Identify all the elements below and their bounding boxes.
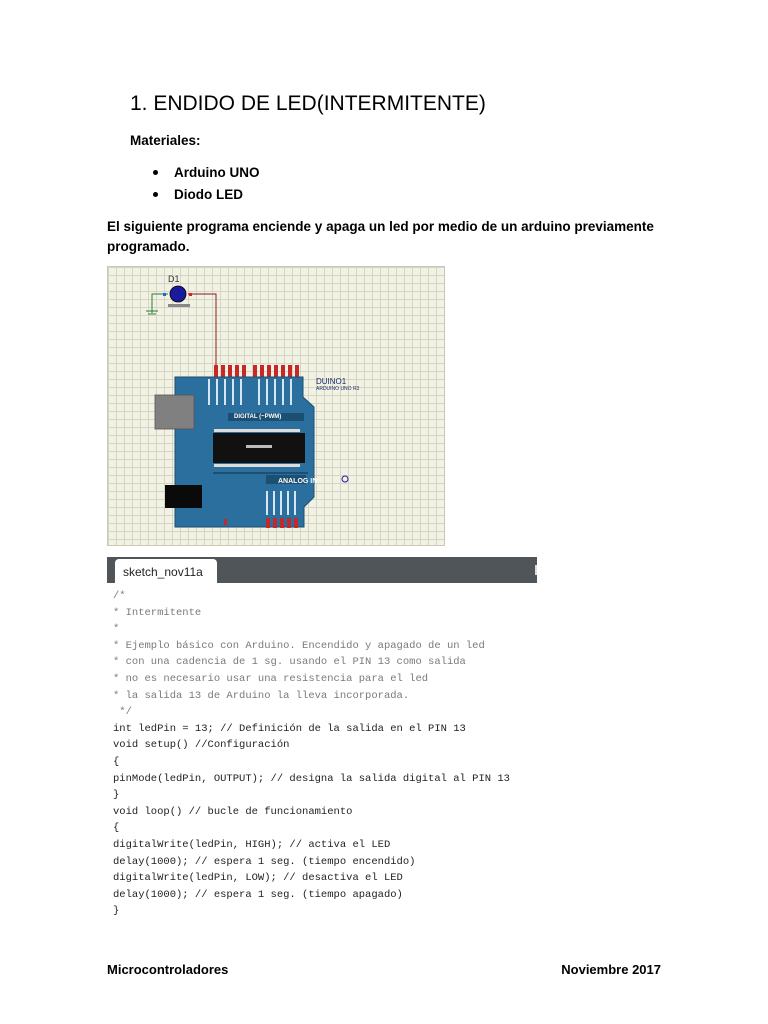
code-line: {: [113, 822, 120, 835]
code-line: * Ejemplo básico con Arduino. Encendido y apagado de un led: [113, 639, 485, 652]
led-icon: [170, 286, 186, 302]
circuit-schematic-image: [107, 266, 445, 546]
code-line: pinMode(ledPin, OUTPUT); // designa la salida digital al PIN 13: [113, 772, 510, 785]
code-line: */: [113, 706, 132, 719]
code-line: delay(1000); // espera 1 seg. (tiempo apagado): [113, 888, 403, 901]
code-line: * con una cadencia de 1 sg. usando el PIN 13 como salida: [113, 656, 466, 669]
code-line: }: [113, 905, 120, 918]
schematic-drawing: [108, 267, 446, 547]
code-line: * la salida 13 de Arduino la lleva incorporada.: [113, 689, 410, 702]
board-sublabel: ARDUINO UNO R3: [316, 386, 360, 392]
footer-date: Noviembre 2017: [561, 962, 661, 977]
page-title: 1. ENDIDO DE LED(INTERMITENTE): [130, 92, 486, 115]
code-line: digitalWrite(ledPin, LOW); // desactiva el LED: [113, 872, 403, 885]
bullet-icon: [153, 170, 158, 175]
code-line: *: [113, 623, 120, 636]
bullet-icon: [153, 192, 158, 197]
code-line: }: [113, 789, 120, 802]
code-line: /*: [113, 590, 126, 602]
editor-tab-bar: [107, 557, 537, 583]
code-line: int ledPin = 13; // Definición de la salida en el PIN 13: [113, 722, 466, 735]
code-editor: [107, 557, 537, 927]
code-line: void loop() // bucle de funcionamiento: [113, 805, 353, 818]
material-name: Diodo LED: [174, 187, 243, 202]
digital-pins-label: DIGITAL (~PWM): [234, 414, 282, 420]
analog-pins-label: ANALOG IN: [278, 478, 318, 485]
code-area[interactable]: [113, 588, 510, 920]
code-line: digitalWrite(ledPin, HIGH); // activa el LED: [113, 838, 391, 851]
tab-bar-edge: [535, 565, 537, 575]
board-label: DUINO1: [316, 377, 347, 386]
description-paragraph: El siguiente programa enciende y apaga un led por medio de un arduino previamente programado.: [107, 219, 654, 254]
sketch-tab[interactable]: [115, 559, 217, 583]
code-line: delay(1000); // espera 1 seg. (tiempo encendido): [113, 855, 416, 868]
footer-course: Microcontroladores: [107, 962, 229, 977]
materials-heading: Materiales:: [130, 133, 201, 148]
code-line: {: [113, 755, 120, 768]
code-line: * no es necesario usar una resistencia para el led: [113, 672, 429, 685]
led-label: D1: [168, 274, 180, 284]
material-name: Arduino UNO: [174, 165, 260, 180]
code-line: * Intermitente: [113, 606, 202, 619]
code-line: void setup() //Configuración: [113, 739, 290, 752]
sketch-tab-label: sketch_nov11a: [123, 565, 203, 579]
